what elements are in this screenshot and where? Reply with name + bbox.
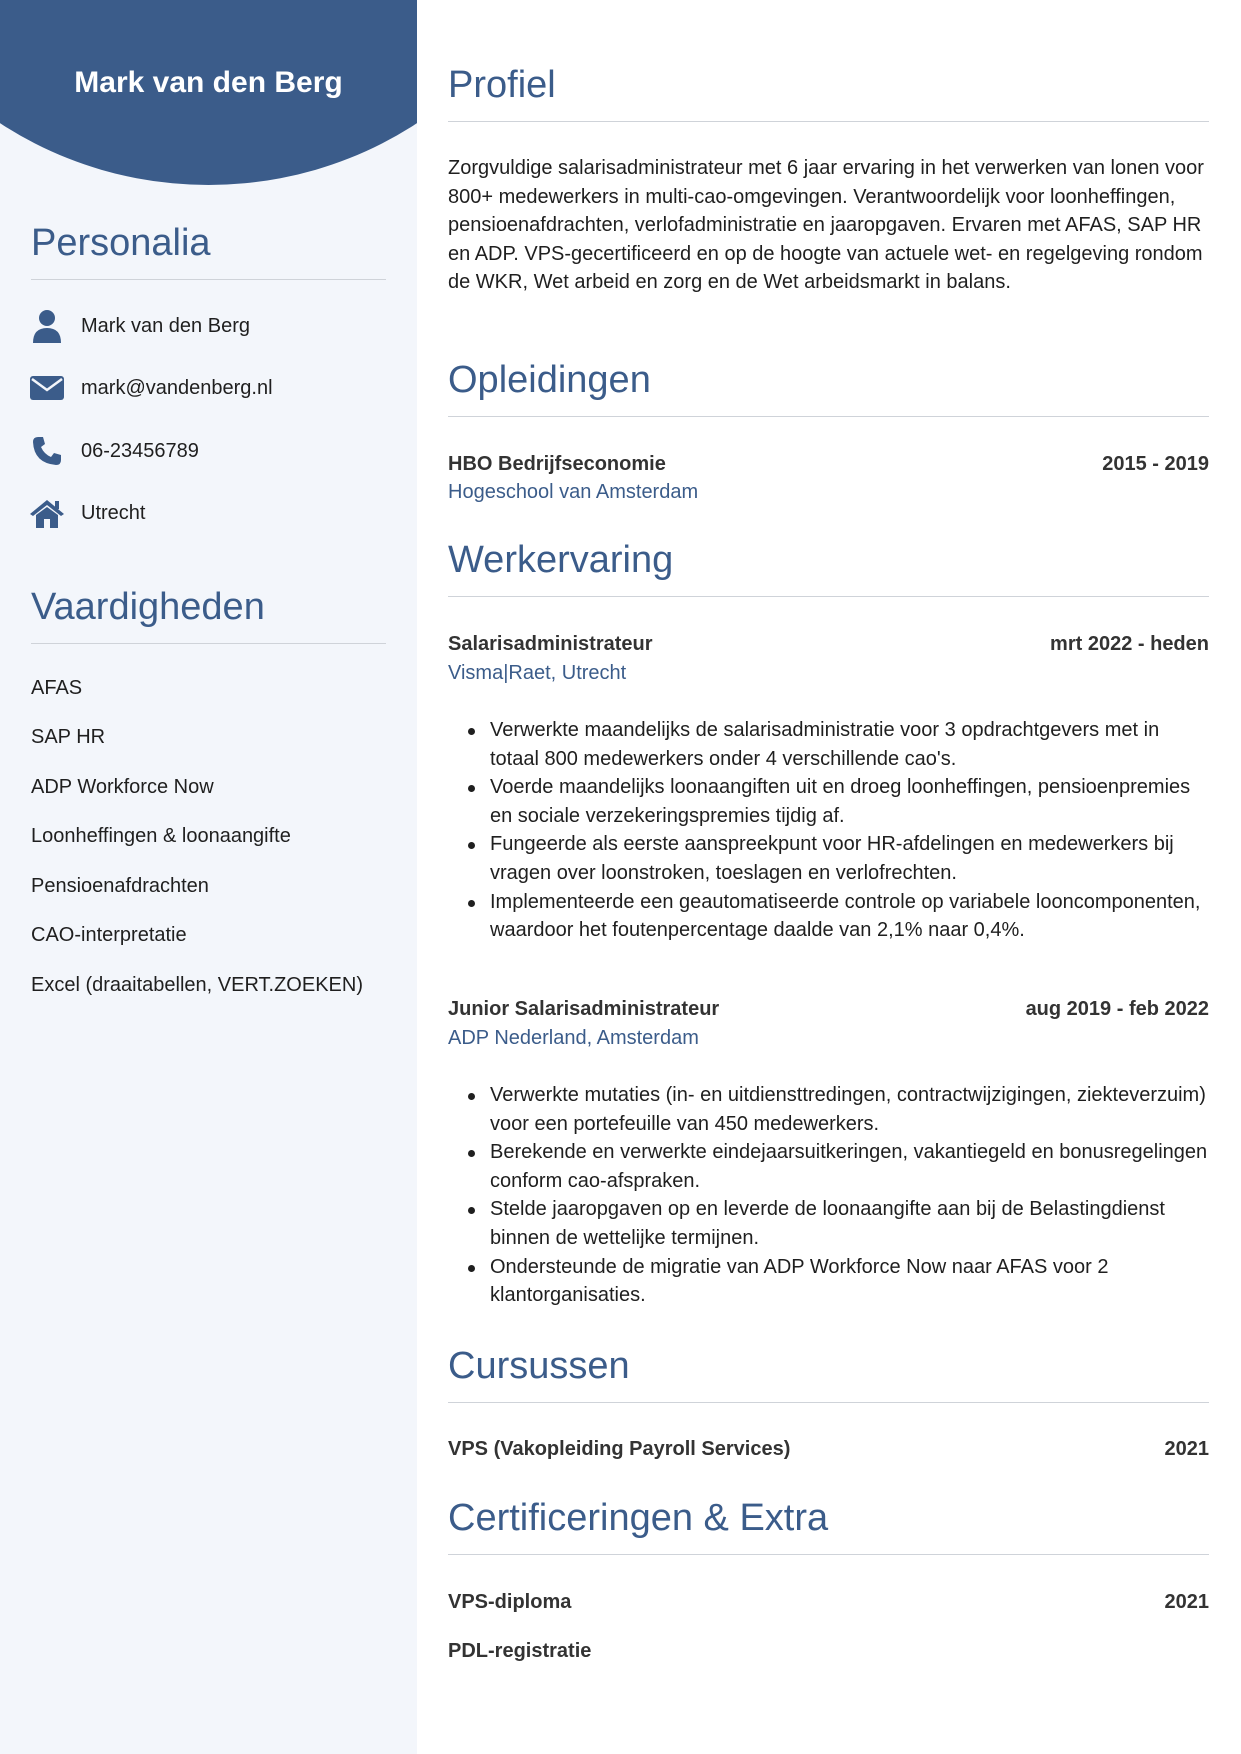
list-item: Voerde maandelijks loonaangiften uit en droeg loonheffingen, pensioenpremies en sociale verzekeringspremies tijdig af.: [490, 773, 1209, 830]
job-bullets: [448, 1081, 1209, 1310]
job-company: Visma|Raet, Utrecht: [448, 662, 627, 684]
job-bullets: [448, 716, 1209, 945]
list-item: Ondersteunde de migratie van ADP Workforce Now naar AFAS voor 2 klantorganisaties.: [490, 1253, 1209, 1310]
user-icon: [29, 308, 65, 344]
cert-date: 2021: [1164, 1591, 1209, 1613]
skill-item: Loonheffingen & loonaangifte: [31, 825, 291, 847]
experience-heading: Werkervaring: [448, 539, 1209, 597]
skill-item: AFAS: [31, 677, 83, 699]
list-item: Stelde jaaropgaven op en leverde de loonaangifte aan bij de Belastingdienst binnen de wettelijke termijnen.: [490, 1195, 1209, 1252]
skill-item: ADP Workforce Now: [31, 776, 214, 798]
job-company: ADP Nederland, Amsterdam: [448, 1027, 699, 1049]
list-item: Berekende en verwerkte eindejaarsuitkeringen, vakantiegeld en bonusregelingen conform cao-afspraken.: [490, 1138, 1209, 1195]
candidate-name: Mark van den Berg: [74, 66, 343, 99]
list-item: Fungeerde als eerste aanspreekpunt voor HR-afdelingen en medewerkers bij vragen over loonstroken, toeslagen en verlofrechten.: [490, 830, 1209, 887]
job-title: Junior Salarisadministrateur: [448, 998, 720, 1020]
phone-icon: [29, 433, 65, 469]
education-date: 2015 - 2019: [1102, 453, 1209, 475]
contact-name: Mark van den Berg: [81, 314, 250, 337]
education-title: HBO Bedrijfseconomie: [448, 453, 666, 475]
personalia-heading: Personalia: [31, 222, 386, 280]
job-title: Salarisadministrateur: [448, 633, 653, 655]
certs-heading: Certificeringen & Extra: [448, 1497, 1209, 1555]
cert-title: VPS-diploma: [448, 1591, 572, 1613]
job-date: mrt 2022 - heden: [1050, 633, 1209, 655]
skill-item: Pensioenafdrachten: [31, 875, 209, 897]
home-icon: [29, 495, 65, 531]
course-title: VPS (Vakopleiding Payroll Services): [448, 1438, 791, 1460]
profile-text: Zorgvuldige salarisadministrateur met 6 jaar ervaring in het verwerken van lonen voor 800+ medewerkers in multi-cao-omgevingen. Verantwoordelijk voor loonheffingen, pensioenafdrachten, verlofadministratie en jaaropgaven. Ervaren met AFAS, SAP HR en ADP. VPS-gecertificeerd en op de hoogte van actuele wet- en regelgeving rondom de WKR, Wet arbeid en zorg en de Wet arbeidsmarkt in balans.: [448, 157, 1204, 294]
skill-item: SAP HR: [31, 726, 106, 748]
contact-city: Utrecht: [81, 501, 146, 524]
contact-city-row: [29, 493, 145, 533]
job-date: aug 2019 - feb 2022: [1025, 998, 1209, 1020]
courses-heading: Cursussen: [448, 1345, 1209, 1403]
envelope-icon: [29, 370, 65, 406]
education-institution: Hogeschool van Amsterdam: [448, 481, 699, 503]
contact-name-row: [29, 306, 250, 346]
course-date: 2021: [1164, 1438, 1209, 1460]
contact-phone[interactable]: 06-23456789: [81, 439, 199, 462]
cert-title: PDL-registratie: [448, 1640, 592, 1662]
skill-item: CAO-interpretatie: [31, 924, 187, 946]
education-heading: Opleidingen: [448, 359, 1209, 417]
skills-heading: Vaardigheden: [31, 586, 386, 644]
contact-email-row: [29, 368, 273, 408]
skill-item: Excel (draaitabellen, VERT.ZOEKEN): [31, 974, 363, 996]
list-item: Verwerkte mutaties (in- en uitdiensttredingen, contractwijzigingen, ziekteverzuim) voor een portefeuille van 450 medewerkers.: [490, 1081, 1209, 1138]
contact-phone-row: [29, 431, 199, 471]
list-item: Verwerkte maandelijks de salarisadministratie voor 3 opdrachtgevers met in totaal 800 medewerkers onder 4 verschillende cao's.: [490, 716, 1209, 773]
list-item: Implementeerde een geautomatiseerde controle op variabele looncomponenten, waardoor het foutenpercentage daalde van 2,1% naar 0,4%.: [490, 888, 1209, 945]
contact-email[interactable]: mark@vandenberg.nl: [81, 376, 273, 399]
sidebar: [0, 0, 417, 1754]
profile-heading: Profiel: [448, 64, 1209, 122]
